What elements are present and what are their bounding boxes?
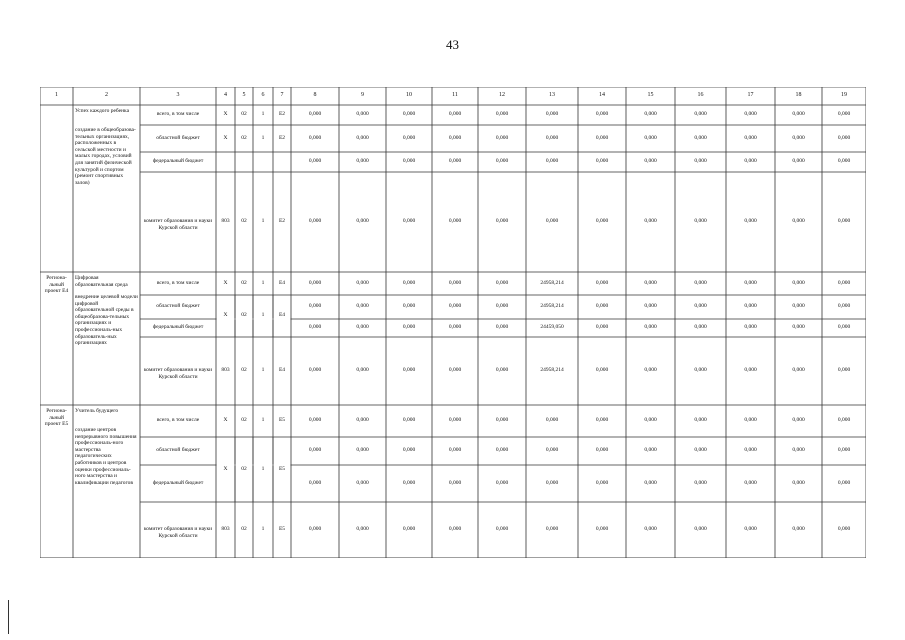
amount-cell: 0,000 [402,218,416,224]
amount-cell: 0,000 [644,111,657,117]
amount-cell: 0,000 [545,479,559,486]
amount-cell: 0,000 [402,279,416,286]
code-project: E4 [278,367,286,373]
code-project: E2 [278,218,286,224]
code-section: 02 [241,367,247,373]
amount-cell: 0,000 [356,367,369,373]
amount-cell: 0,000 [308,111,322,117]
amount-cell: 0,000 [792,447,805,453]
amount-cell: 0,000 [448,111,462,117]
amount-cell: 0,000 [448,158,462,164]
header-cell-6: 6 [261,92,265,98]
amount-cell: 0,000 [595,134,609,141]
header-cell-3: 3 [176,92,180,98]
amount-cell: 0,000 [694,279,707,286]
amount-cell: 0,000 [792,158,805,164]
amount-cell: 0,000 [448,303,462,309]
amount-cell: 0,000 [448,324,462,330]
budget-source-label: федеральный бюджет [152,158,204,164]
code-subsection: 1 [261,111,265,117]
amount-cell: 0,000 [644,303,657,309]
budget-source-label: областной бюджет [156,134,200,141]
amount-cell: 0,000 [837,324,851,330]
header-cell-13: 13 [549,92,555,98]
amount-cell: 0,000 [694,111,707,117]
budget-source-label: комитет образования и науки Курской области [143,218,213,231]
amount-cell: 0,000 [495,279,509,286]
amount-cell: 0,000 [402,367,416,373]
amount-cell: 0,000 [448,279,462,286]
code-admin: X [223,312,228,318]
amount-cell: 0,000 [837,447,851,453]
amount-cell: 0,000 [308,324,322,330]
amount-cell: 0,000 [495,158,509,164]
amount-cell: 0,000 [792,324,805,330]
code-project: E4 [278,312,286,318]
code-admin: X [223,279,228,286]
amount-cell: 0,000 [595,367,609,373]
budget-source-label: областной бюджет [156,447,200,453]
amount-cell: 0,000 [356,526,369,532]
amount-cell: 0,000 [495,303,509,309]
amount-cell: 0,000 [308,526,322,532]
amount-cell: 0,000 [694,367,707,373]
amount-cell: 0,000 [595,111,609,117]
header-cell-9: 9 [361,92,364,98]
header-cell-1: 1 [55,92,58,98]
amount-cell: 0,000 [495,134,509,141]
amount-cell: 0,000 [356,447,369,453]
amount-cell: 0,000 [356,218,369,224]
code-project: E5 [278,526,286,532]
amount-cell: 0,000 [595,526,609,532]
amount-cell: 0,000 [356,134,369,141]
amount-cell: 0,000 [595,447,609,453]
amount-cell: 0,000 [402,134,416,141]
amount-cell: 0,000 [448,447,462,453]
amount-cell: 0,000 [356,158,369,164]
amount-cell: 0,000 [448,134,462,141]
amount-cell: 0,000 [402,111,416,117]
amount-cell: 0,000 [644,218,657,224]
amount-cell: 0,000 [402,158,416,164]
amount-cell: 0,000 [595,279,609,286]
amount-cell: 0,000 [744,526,757,532]
amount-cell: 0,000 [837,479,851,486]
amount-cell: 0,000 [448,218,462,224]
amount-cell: 0,000 [694,303,707,309]
amount-cell: 0,000 [744,111,757,117]
header-cell-16: 16 [697,92,704,98]
amount-cell: 0,000 [402,447,416,453]
amount-cell: 0,000 [694,158,707,164]
header-cell-14: 14 [599,92,605,98]
amount-cell: 0,000 [837,279,851,286]
project-description: внедрение целевой модели цифровой образовательной среды в общеобразова-тельных организациях и профессиональ-ных образователь-ных организациях [75,294,138,347]
amount-cell: 0,000 [495,417,509,423]
amount-cell: 0,000 [308,134,322,141]
header-cell-17: 17 [747,92,754,98]
header-cell-12: 12 [499,92,505,98]
amount-cell: 0,000 [545,134,559,141]
amount-cell: 0,000 [356,111,369,117]
page-number: 43 [446,37,459,52]
amount-cell: 0,000 [495,479,509,486]
amount-cell: 0,000 [694,324,707,330]
amount-cell: 0,000 [356,279,369,286]
amount-cell: 0,000 [744,447,757,453]
code-subsection: 1 [261,279,265,286]
code-subsection: 1 [261,218,265,224]
scan-margin-mark [8,600,9,634]
header-cell-4: 4 [224,92,227,98]
amount-cell: 0,000 [837,134,851,141]
amount-cell: 0,000 [308,417,322,423]
amount-cell: 0,000 [495,111,509,117]
budget-source-label: комитет образования и науки Курской области [143,526,213,539]
header-cell-8: 8 [313,92,317,98]
amount-cell: 24958,214 [540,279,564,286]
code-section: 02 [241,134,247,141]
budget-source-label: всего, в том числе [156,417,200,423]
code-section: 02 [241,465,247,472]
amount-cell: 24958,214 [540,367,564,373]
amount-cell: 0,000 [837,367,851,373]
amount-cell: 0,000 [308,479,322,486]
budget-table [40,87,866,558]
amount-cell: 0,000 [308,158,322,164]
amount-cell: 0,000 [644,417,657,423]
code-admin: 803 [221,367,230,373]
code-project: E4 [278,279,286,286]
budget-source-label: областной бюджет [156,303,200,309]
amount-cell: 0,000 [644,367,657,373]
amount-cell: 0,000 [744,158,757,164]
amount-cell: 0,000 [744,134,757,141]
budget-source-label: федеральный бюджет [152,324,204,330]
project-title: Учитель будущего [75,408,119,414]
amount-cell: 0,000 [308,367,322,373]
amount-cell: 0,000 [644,324,657,330]
budget-source-label: всего, в том числе [156,111,200,117]
amount-cell: 0,000 [644,479,657,486]
amount-cell: 0,000 [792,279,805,286]
amount-cell: 0,000 [694,447,707,453]
code-subsection: 1 [261,526,265,532]
code-subsection: 1 [261,465,265,472]
amount-cell: 0,000 [644,134,657,141]
amount-cell: 0,000 [837,158,851,164]
amount-cell: 0,000 [644,158,657,164]
amount-cell: 0,000 [744,218,757,224]
amount-cell: 0,000 [448,367,462,373]
amount-cell: 0,000 [545,111,559,117]
amount-cell: 0,000 [402,303,416,309]
amount-cell: 0,000 [744,303,757,309]
amount-cell: 0,000 [694,134,707,141]
amount-cell: 0,000 [792,218,805,224]
amount-cell: 0,000 [744,479,757,486]
amount-cell: 0,000 [837,111,851,117]
code-admin: 803 [221,526,230,532]
code-subsection: 1 [261,417,265,423]
project-title: Цифровая образовательная среда [75,275,128,288]
amount-cell: 0,000 [792,417,805,423]
amount-cell: 0,000 [495,367,509,373]
amount-cell: 0,000 [792,479,805,486]
amount-cell: 0,000 [495,526,509,532]
amount-cell: 0,000 [694,479,707,486]
header-cell-19: 19 [841,92,847,98]
amount-cell: 0,000 [545,158,559,164]
header-cell-10: 10 [406,92,412,98]
amount-cell: 0,000 [694,526,707,532]
amount-cell: 0,000 [837,526,851,532]
amount-cell: 0,000 [448,479,462,486]
amount-cell: 0,000 [356,324,369,330]
amount-cell: 0,000 [448,526,462,532]
amount-cell: 0,000 [644,526,657,532]
project-code-cell: Регионa-льный проект E5 [44,408,69,428]
code-section: 02 [241,218,247,224]
code-project: E5 [278,465,286,472]
amount-cell: 0,000 [308,303,322,309]
amount-cell: 0,000 [308,218,322,224]
project-description: создание центров непрерывного повышения профессиональ-ного мастерства педагогических работников и центров оценки профессиональ-ного мастерства и квалификации педагогов [75,427,137,486]
amount-cell: 0,000 [495,324,509,330]
budget-source-label: комитет образования и науки Курской области [143,367,213,380]
code-admin: X [223,134,228,141]
code-subsection: 1 [261,367,265,373]
code-admin: 803 [221,218,230,224]
code-admin: X [223,465,228,472]
code-section: 02 [241,417,247,423]
code-project: E2 [278,111,286,117]
amount-cell: 0,000 [545,417,559,423]
amount-cell: 0,000 [792,367,805,373]
amount-cell: 0,000 [308,447,322,453]
amount-cell: 0,000 [545,447,559,453]
amount-cell: 0,000 [744,279,757,286]
amount-cell: 0,000 [545,526,559,532]
amount-cell: 0,000 [308,279,322,286]
amount-cell: 0,000 [792,111,805,117]
project-description: создание в общеобразова-тельных организациях, расположенных в сельской местности и малых городах, условий для занятий физической культурой и спортом (ремонт спортивных залов) [75,127,136,186]
amount-cell: 0,000 [356,479,369,486]
amount-cell: 0,000 [595,479,609,486]
amount-cell: 0,000 [595,158,609,164]
code-project: E5 [278,417,286,423]
amount-cell: 0,000 [545,218,559,224]
amount-cell: 0,000 [644,447,657,453]
code-section: 02 [241,526,247,532]
header-cell-5: 5 [242,92,246,98]
header-cell-2: 2 [105,92,108,98]
amount-cell: 0,000 [792,526,805,532]
budget-source-label: федеральный бюджет [152,479,204,486]
amount-cell: 0,000 [744,324,757,330]
amount-cell: 0,000 [837,417,851,423]
amount-cell: 0,000 [402,526,416,532]
code-section: 02 [241,279,247,286]
budget-source-label: всего, в том числе [156,279,200,286]
amount-cell: 0,000 [495,447,509,453]
amount-cell: 0,000 [356,417,369,423]
amount-cell: 0,000 [595,303,609,309]
amount-cell: 0,000 [744,367,757,373]
code-admin: X [223,417,228,423]
amount-cell: 0,000 [402,479,416,486]
amount-cell: 0,000 [402,324,416,330]
amount-cell: 0,000 [694,218,707,224]
header-cell-7: 7 [280,92,284,98]
amount-cell: 0,000 [694,417,707,423]
amount-cell: 0,000 [448,417,462,423]
amount-cell: 0,000 [402,417,416,423]
project-title: Успех каждого ребенка [75,108,130,114]
amount-cell: 0,000 [837,218,851,224]
amount-cell: 0,000 [595,417,609,423]
code-subsection: 1 [261,312,265,318]
amount-cell: 0,000 [356,303,369,309]
amount-cell: 24459,050 [540,324,564,330]
amount-cell: 0,000 [792,134,805,141]
code-admin: X [223,111,228,117]
project-code-cell: Регионa-льный проект E4 [44,275,69,295]
header-cell-11: 11 [452,92,458,98]
header-cell-18: 18 [795,92,802,98]
amount-cell: 24958,214 [540,303,564,309]
code-subsection: 1 [261,134,265,141]
code-section: 02 [241,312,247,318]
code-section: 02 [241,111,247,117]
amount-cell: 0,000 [792,303,805,309]
amount-cell: 0,000 [495,218,509,224]
header-cell-15: 15 [647,92,654,98]
amount-cell: 0,000 [744,417,757,423]
amount-cell: 0,000 [595,324,609,330]
amount-cell: 0,000 [595,218,609,224]
amount-cell: 0,000 [644,279,657,286]
amount-cell: 0,000 [837,303,851,309]
code-project: E2 [278,134,286,141]
